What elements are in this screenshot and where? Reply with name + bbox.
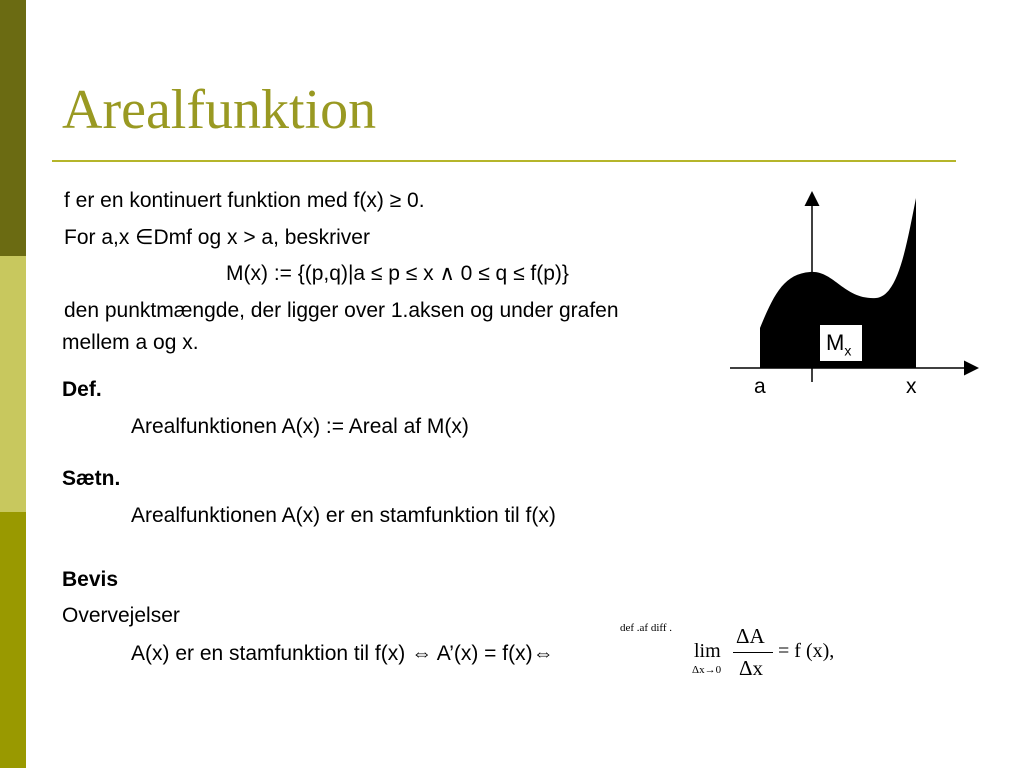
title-divider [52, 160, 956, 162]
def-label: Def. [62, 378, 102, 401]
proof-line: A(x) er en stamfunktion til f(x) ⇔ A’(x) = f(x)⇔ [131, 642, 554, 665]
slide-title: Arealfunktion [62, 79, 377, 141]
formula-numerator: ΔA [736, 624, 765, 648]
mx-label: $M_x$ [820, 325, 862, 361]
set-definition: M(x) := {(p,q)|a ≤ p ≤ x ∧ 0 ≤ q ≤ f(p)} [226, 262, 569, 285]
decorative-sidebar-top [0, 0, 26, 256]
graph-label-a: a [754, 375, 766, 398]
formula-over-text: def .af diff . [620, 622, 673, 634]
formula-denominator: Δx [739, 656, 764, 680]
formula-lim: lim [694, 640, 721, 662]
def-text: Arealfunktionen A(x) := Areal af M(x) [131, 415, 469, 438]
overvejelser-text: Overvejelser [62, 604, 180, 627]
formula-fraction-bar [733, 652, 773, 653]
decorative-sidebar-middle [0, 256, 26, 512]
text-line-2: For a,x ∈Dmf og x > a, beskriver [64, 226, 370, 249]
saetn-label: Sætn. [62, 467, 121, 490]
bevis-label: Bevis [62, 568, 119, 591]
saetn-text: Arealfunktionen A(x) er en stamfunktion til f(x) [131, 504, 556, 527]
text-line-4: den punktmængde, der ligger over 1.aksen og under grafen [64, 299, 619, 322]
formula-rhs: = f (x), [778, 640, 835, 662]
graph-label-x: x [906, 375, 917, 398]
formula-lim-sub: Δx→0 [692, 664, 722, 676]
text-line-5: mellem a og x. [62, 331, 199, 354]
text-line-1: f er en kontinuert funktion med f(x) ≥ 0. [64, 189, 425, 212]
decorative-sidebar-bottom [0, 512, 26, 768]
